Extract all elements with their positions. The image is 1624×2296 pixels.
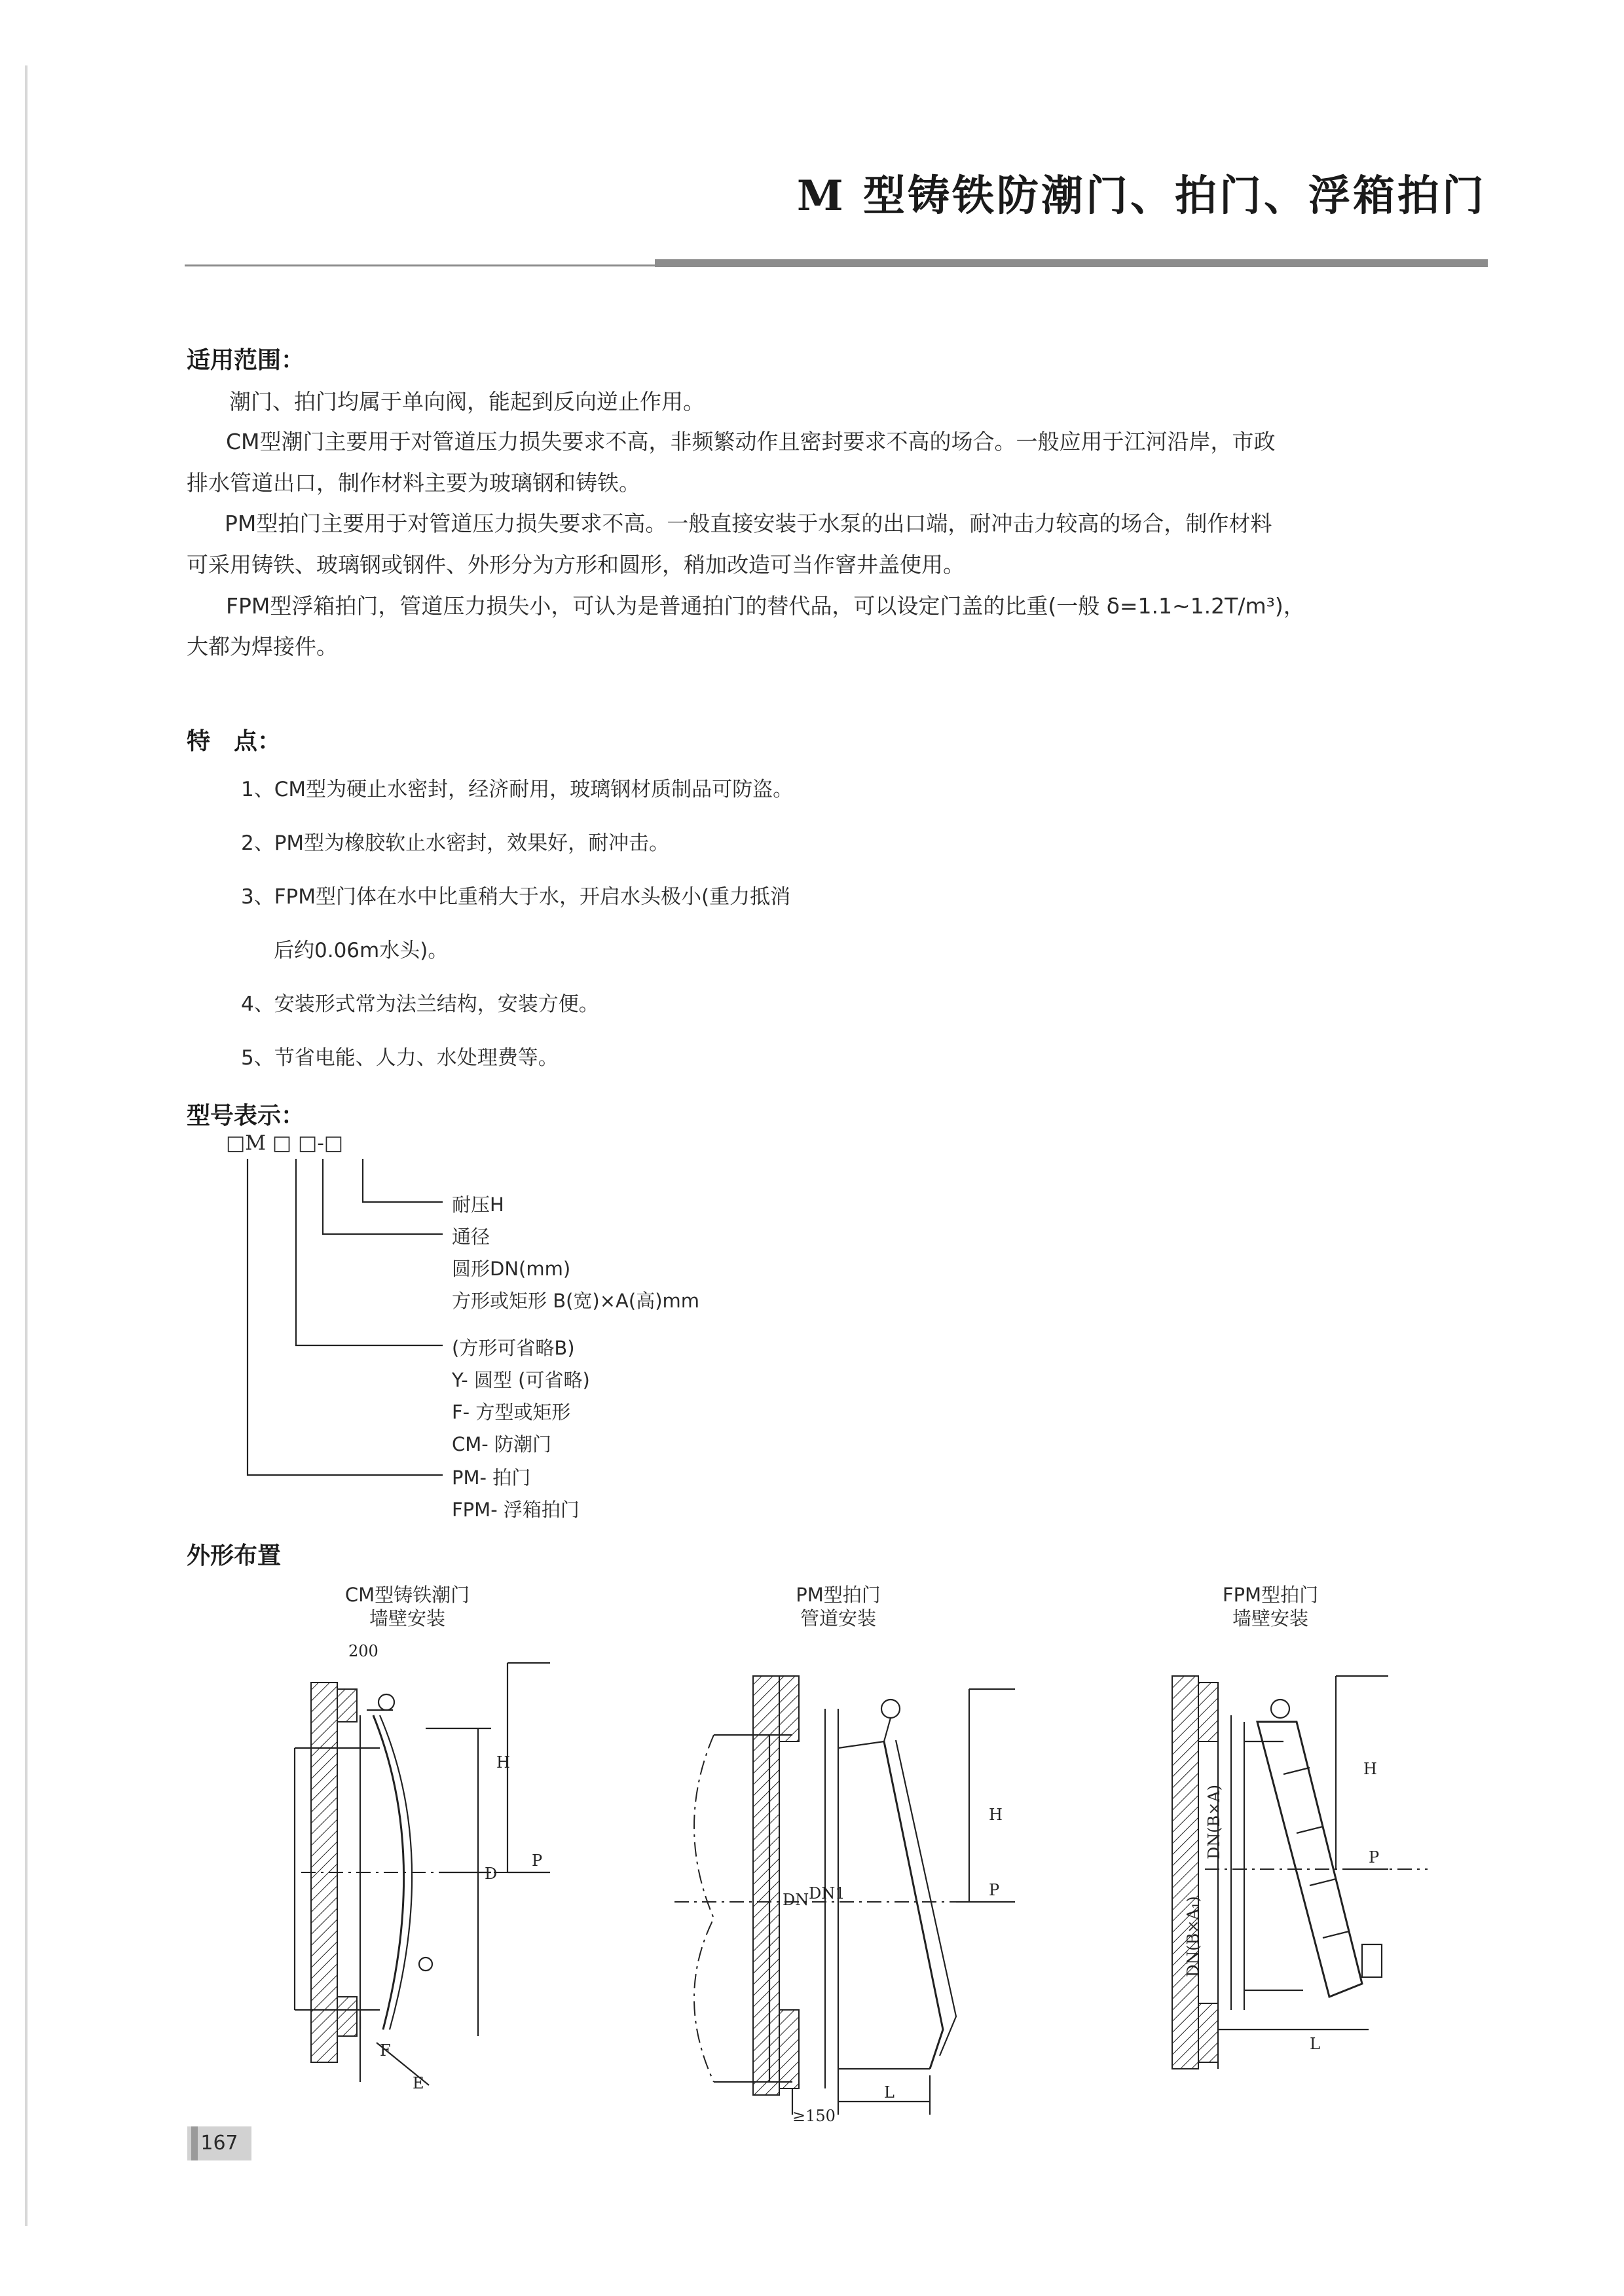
svg-text:H: H <box>989 1806 1003 1824</box>
feature-item: 1、CM型为硬止水密封，经济耐用，玻璃钢材质制品可防盗。 <box>241 778 794 801</box>
model-label: F- 方型或矩形 <box>452 1401 571 1423</box>
model-label: FPM- 浮箱拍门 <box>452 1499 580 1521</box>
model-label: Y- 圆型 (可省略) <box>452 1369 590 1391</box>
pm-gate-diagram <box>674 1663 1041 2125</box>
svg-text:L: L <box>884 2083 895 2102</box>
svg-text:P: P <box>989 1881 1000 1899</box>
model-label: (方形可省略B) <box>452 1337 575 1359</box>
model-label: CM- 防潮门 <box>452 1433 551 1455</box>
model-label: 圆形DN(mm) <box>452 1258 571 1280</box>
svg-text:DN(B×A₁): DN(B×A₁) <box>1184 1896 1202 1977</box>
model-label: 通径 <box>452 1226 490 1248</box>
svg-text:≥150: ≥150 <box>792 2107 836 2125</box>
model-label: PM- 拍门 <box>452 1467 531 1489</box>
svg-text:DN: DN <box>783 1891 809 1909</box>
page-number: 167 <box>187 2126 251 2160</box>
fpm-gate-diagram <box>1153 1663 1441 2082</box>
svg-text:DN1: DN1 <box>809 1884 845 1903</box>
svg-text:H: H <box>496 1753 510 1772</box>
feature-item: 5、节省电能、人力、水处理费等。 <box>241 1046 559 1070</box>
model-code: □M □ □-□ <box>226 1131 344 1155</box>
model-heading: 型号表示： <box>187 1102 305 1129</box>
scope-line: 可采用铸铁、玻璃钢或钢件、外形分为方形和圆形，稍加改造可当作窨井盖使用。 <box>187 552 965 577</box>
page-number-marker <box>191 2126 198 2160</box>
svg-text:P: P <box>532 1851 543 1870</box>
diagram-caption: PM型拍门 管道安装 <box>796 1584 881 1630</box>
feature-item: 3、FPM型门体在水中比重稍大于水，开启水头极小(重力抵消 <box>241 885 791 909</box>
model-label: 方形或矩形 B(宽)×A(高)mm <box>452 1290 700 1312</box>
svg-text:H: H <box>1363 1760 1377 1778</box>
feature-item: 4、安装形式常为法兰结构，安装方便。 <box>241 993 599 1016</box>
page-title: M 型铸铁防潮门、拍门、浮箱拍门 <box>796 172 1486 221</box>
scope-line: CM型潮门主要用于对管道压力损失要求不高，非频繁动作且密封要求不高的场合。一般应用于江河沿岸，市政 <box>226 429 1276 454</box>
scope-line: 大都为焊接件。 <box>187 634 338 659</box>
scope-line: FPM型浮箱拍门，管道压力损失小，可认为是普通拍门的替代品，可以设定门盖的比重(一般 δ=1.1~1.2T/m³)， <box>226 593 1305 619</box>
svg-text:D: D <box>485 1865 498 1883</box>
svg-text:F: F <box>380 2041 391 2060</box>
svg-text:P: P <box>1369 1848 1380 1867</box>
features-heading: 特 点： <box>187 728 282 755</box>
scope-line: 排水管道出口，制作材料主要为玻璃钢和铸铁。 <box>187 470 640 496</box>
svg-text:L: L <box>1310 2035 1320 2053</box>
cm-gate-diagram <box>275 1637 563 2095</box>
feature-item: 2、PM型为橡胶软止水密封，效果好，耐冲击。 <box>241 831 670 855</box>
svg-text:DN(B×A): DN(B×A) <box>1205 1784 1223 1859</box>
scope-line: PM型拍门主要用于对管道压力损失要求不高。一般直接安装于水泵的出口端，耐冲击力较高的场合，制作材料 <box>225 511 1272 536</box>
svg-text:200: 200 <box>348 1642 378 1660</box>
scope-heading: 适用范围： <box>187 347 305 374</box>
scope-line: 潮门、拍门均属于单向阀，能起到反向逆止作用。 <box>229 389 705 414</box>
model-label: 耐压H <box>452 1194 504 1216</box>
svg-text:E: E <box>413 2074 424 2092</box>
diagram-caption: CM型铸铁潮门 墙壁安装 <box>344 1584 470 1630</box>
diagram-caption: FPM型拍门 墙壁安装 <box>1222 1584 1319 1630</box>
feature-item: 后约0.06m水头)。 <box>274 939 449 962</box>
layout-heading: 外形布置 <box>187 1542 282 1569</box>
